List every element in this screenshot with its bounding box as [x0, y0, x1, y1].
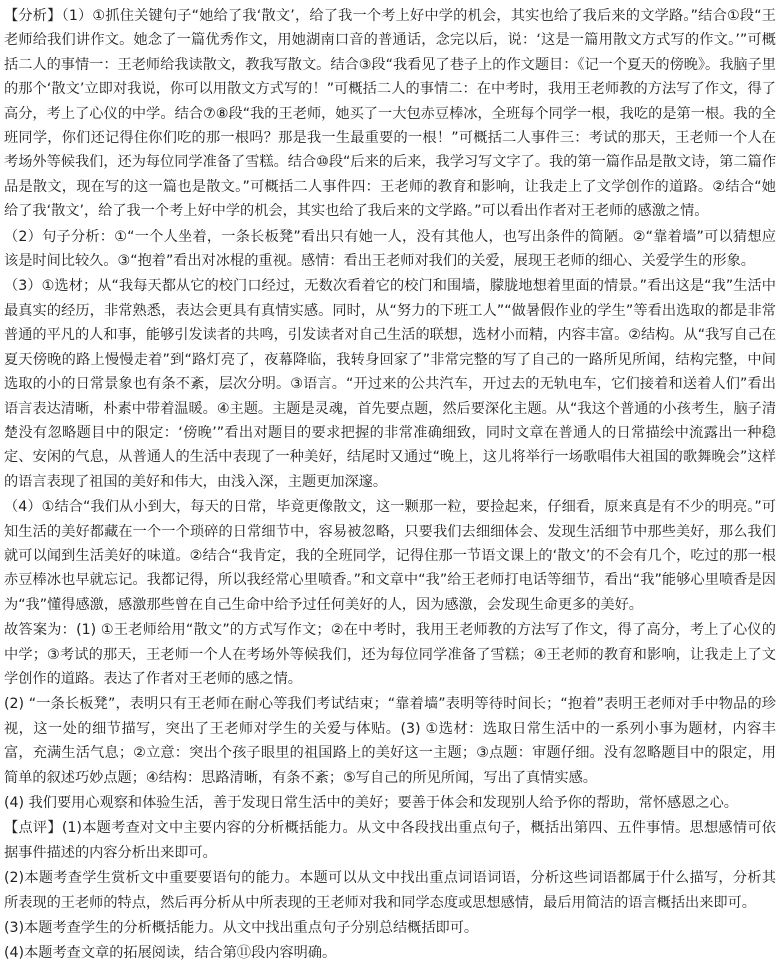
answer-paragraph-2: (2) “一条长板凳”，表明只有王老师在耐心等我们考试结束；“靠着墙”表明等待时间长；“抱着”表明王老师对手中物品的珍视，这一处的细节描写，突出了王老师对学生的关爱与体贴。(3) ①选材：选取日常生活中的一系列小事为题材，内容丰富，充满生活气息；②立意：突出个孩子眼里的祖国路上的美好这一主题；③点题：审题仔细。没有忽略题目中的限定，用简单的叙述巧妙点题；④结构：思路清晰，有条不紊；⑤写自己的所见所闻，写出了真情实感。 [4, 696, 776, 786]
comment-paragraph-1: 【点评】(1)本题考查对文中主要内容的分析概括能力。从文中各段找出重点句子，概括出第四、五件事情。思想感情可依据事件描述的内容分析出来即可。 [4, 820, 776, 861]
analysis-paragraph-4: （4）①结合“我们从小到大，每天的日常，毕竟更像散文，这一颗那一粒，要捡起来，仔细看，原来真是有不少的明亮。”可知生活的美好都藏在一个一个琐碎的日常细节中，容易被忽略，只要我们去细细体会、发现生活细节中那些美好，那么我们就可以闻到生活美好的味道。②结合“我肯定，我的全班同学，记得住那一节语文课上的‘散文’的不会有几个，吃过的那一根赤豆棒冰也早就忘记。我都记得，所以我经常心里喷香。”和文章中“我”给王老师打电话等细节，看出“我”能够心里喷香是因为“我”懂得感激，感激那些曾在自己生命中给予过任何美好的人，因为感激，会发现生命更多的美好。 [4, 499, 776, 613]
analysis-paragraph-1: 【分析】（1）①抓住关键句子“她给了我‘散文’，给了我一个考上好中学的机会，其实也给了我后来的文学路。”结合①段“王老师给我们讲作文。她念了一篇优秀作文，用她湖南口音的普通话，念完以后，说：‘这是一篇用散文方式写的作文。’”可概括二人的事情一：王老师给我读散文，教我写散文。结合③段“我看见了巷子上的作文题目：《记一个夏天的傍晚》。我脑子里的那个‘散文’立即对我说，你可以用散文方式写的！”可概括二人的事情二：在中考时，我用王老师教的方法写了作文，得了高分，考上了心仪的中学。结合⑦⑧段“我的王老师，她买了一大包赤豆棒冰，全班每个同学一根，我吃的是第一根。我的全班同学，你们还记得住你们吃的那一根吗？那是我一生最重要的一根！”可概括二人事件三：考试的那天，王老师一个人在考场外等候我们，还为每位同学准备了雪糕。结合⑩段“后来的后来，我学习写文字了。我的第一篇作品是散文诗，第二篇作品是散文，现在写的这一篇也是散文。”可概括二人事件四：王老师的教育和影响，让我走上了文学创作的道路。②结合“她给了我‘散文’，给了我一个考上好中学的机会，其实也给了我后来的文学路。”可以看出作者对王老师的感激之情。 [4, 8, 777, 220]
comment-paragraph-4: (4)本题考查文章的拓展阅读，结合第⑪段内容明确。 [4, 945, 337, 962]
answer-paragraph-1: 故答案为：(1) ①王老师给用“散文”的方式写作文；②在中考时，我用王老师教的方法写了作文，得了高分，考上了心仪的中学；③考试的那天，王老师一个人在考场外等候我们，还为每位同学准备了雪糕；④王老师的教育和影响，让我走上了文学创作的道路。表达了作者对王老师的感之情。 [4, 622, 776, 687]
analysis-paragraph-2: （2）句子分析：①“一个人坐着，一条长板凳”看出只有她一人，没有其他人，也写出条件的简陋。②“靠着墙”可以猜想应该是时间比较久。③“抱着”看出对冰棍的重视。感情：看出王老师对我们的关爱，展现王老师的细心、关爱学生的形象。 [4, 228, 776, 270]
answer-paragraph-3: (4) 我们要用心观察和体验生活，善于发现日常生活中的美好；要善于体会和发现别人给予你的帮助，常怀感恩之心。 [4, 795, 738, 811]
comment-paragraph-2: (2)本题考查学生赏析文中重要要语句的能力。本题可以从文中找出重点词语词语，分析这些词语都属于什么描写，分析其所表现的王老师的特点，然后再分析从中所表现的王老师对我和同学态度或思想感情，最后用简洁的语言概括出来即可。 [4, 870, 776, 911]
comment-paragraph-3: (3)本题考查学生的分析概括能力。从文中找出重点句子分别总结概括即可。 [4, 920, 479, 937]
analysis-paragraph-3: （3）①选材；从“我每天都从它的校门口经过，无数次看着它的校门和围墙，朦胧地想着里面的情景。”看出这是“我”生活中最真实的经历，非常熟悉，表达会更具有真情实感。同时，从“努力的下班工人”“做暑假作业的学生”等看出选取的都是非常普通的平凡的人和事，能够引发读者的共鸣，引发读者对自己生活的联想，选材小而精，内容丰富。②结构。从“我写自己在夏天傍晚的路上慢慢走着”到“路灯亮了，夜幕降临，我转身回家了”非常完整的写了自己的一路所见所闻，结构完整，中间选取的小的日常景象也有条不紊，层次分明。③语言。“开过来的公共汽车，开过去的无轨电车，它们接着和送着人们”看出语言表达清晰，朴素中带着温暖。④主题。主题是灵魂，首先要点题，然后要深化主题。从“我这个普通的小孩考生，脑子清楚没有忽略题目中的限定：‘傍晚’”看出对题目的要求把握的非常准确细致，同时文章在普通人的日常描绘中流露出一种稳定、安闲的气息，从普通人的生活中表现了一种美好，结尾时又通过“晚上，这儿将举行一场歌唱伟大祖国的歌舞晚会”这样的语言表现了祖国的美好和伟大，由浅入深，主题更加深邃。 [4, 278, 777, 490]
